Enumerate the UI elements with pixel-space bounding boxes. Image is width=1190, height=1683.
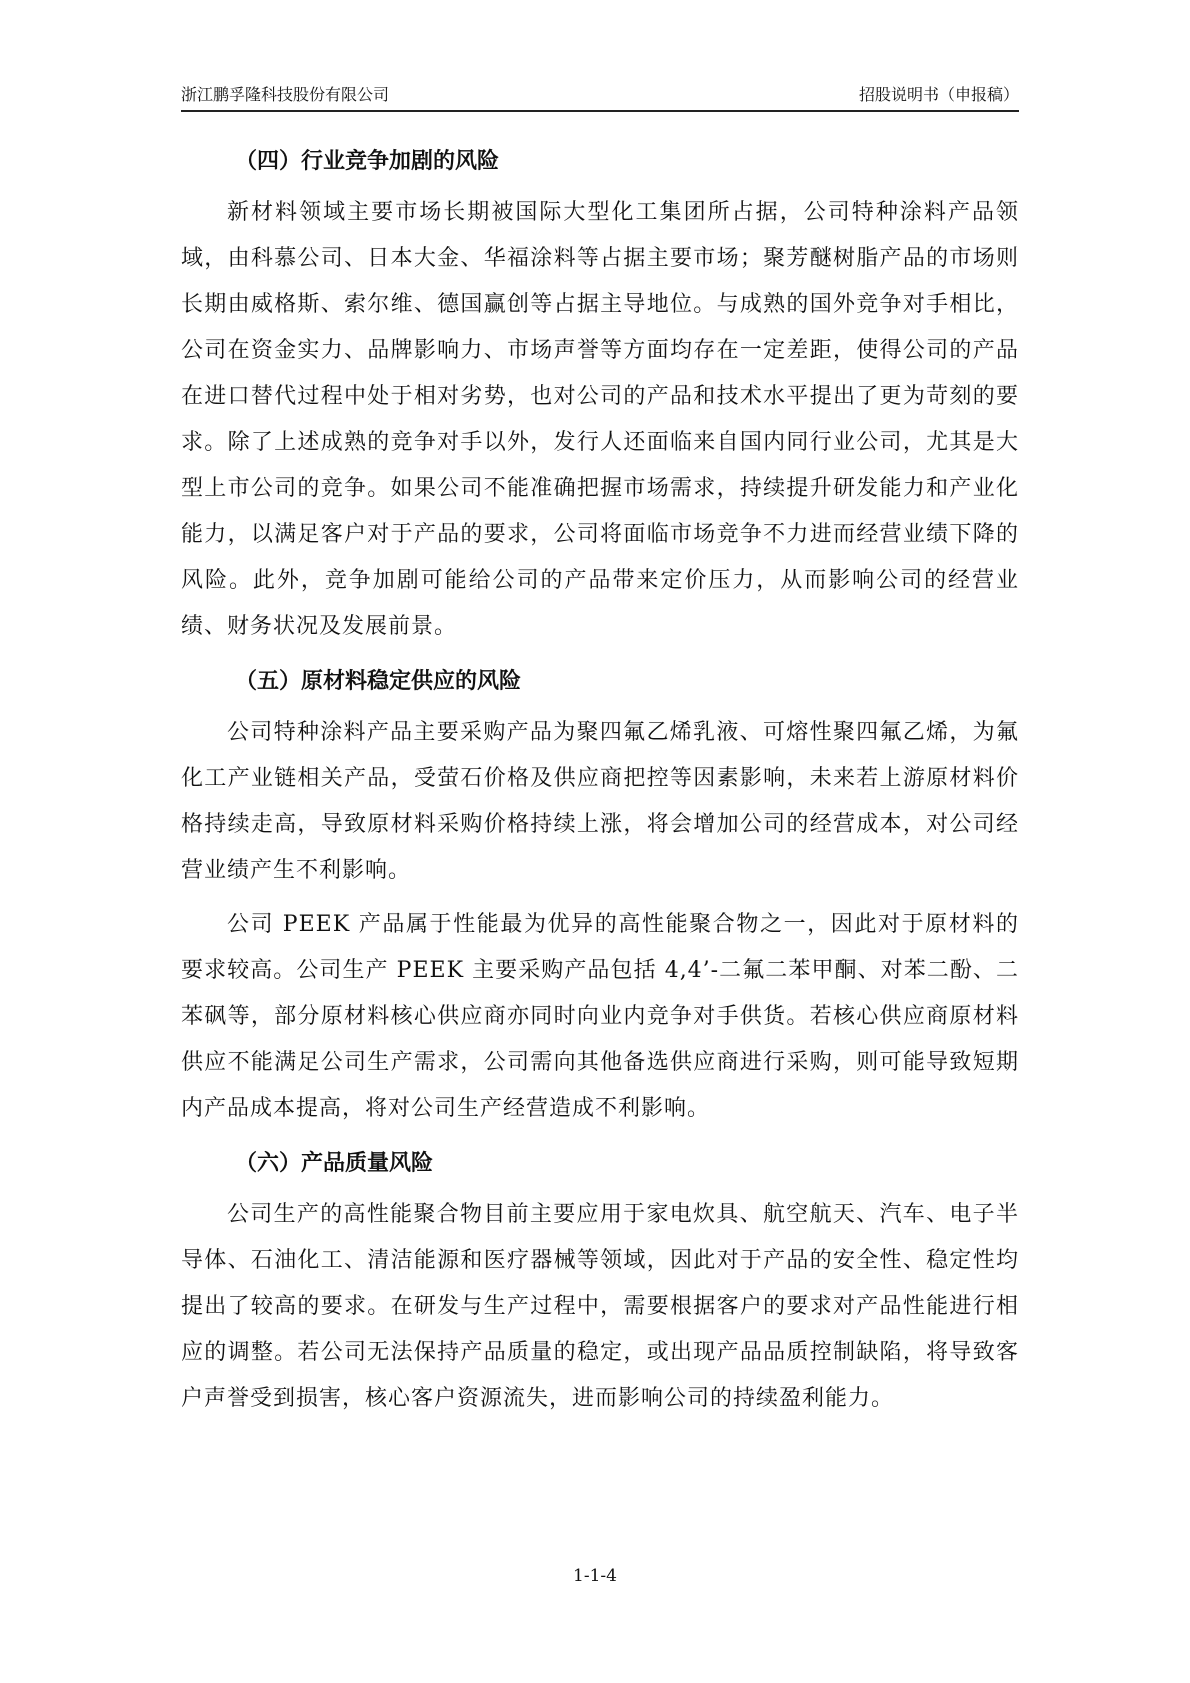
section-title-raw-material-risk: （五）原材料稳定供应的风险 [235,669,522,694]
paragraph-quality-risk: 公司生产的高性能聚合物目前主要应用于家电炊具、航空航天、汽车、电子半导体、石油化工、清洁能源和医疗器械等领域，因此对于产品的安全性、稳定性均提出了较高的要求。在研发与生产过程中，需要根据客户的要求对产品性能进行相应的调整。若公司无法保持产品质量的稳定，或出现产品品质控制缺陷，将导致客户声誉受到损害，核心客户资源流失，进而影响公司的持续盈利能力。 [181,1202,1019,1411]
document-body [181,138,1019,1430]
paragraph-raw-material-peek: 公司 PEEK 产品属于性能最为优异的高性能聚合物之一，因此对于原材料的要求较高。公司生产 PEEK 主要采购产品包括 4,4’-二氟二苯甲酮、对苯二酚、二苯砜等，部分原材料核心供应商亦同时向业内竞争对手供货。若核心供应商原材料供应不能满足公司生产需求，公司需向其他备选供应商进行采购，则可能导致短期内产品成本提高，将对公司生产经营造成不利影响。 [181,912,1019,1121]
paragraph-competition-risk: 新材料领域主要市场长期被国际大型化工集团所占据，公司特种涂料产品领域，由科慕公司、日本大金、华福涂料等占据主要市场；聚芳醚树脂产品的市场则长期由威格斯、索尔维、德国赢创等占据主导地位。与成熟的国外竞争对手相比，公司在资金实力、品牌影响力、市场声誉等方面均存在一定差距，使得公司的产品在进口替代过程中处于相对劣势，也对公司的产品和技术水平提出了更为苛刻的要求。除了上述成熟的竞争对手以外，发行人还面临来自国内同行业公司，尤其是大型上市公司的竞争。如果公司不能准确把握市场需求，持续提升研发能力和产业化能力，以满足客户对于产品的要求，公司将面临市场竞争不力进而经营业绩下降的风险。此外，竞争加剧可能给公司的产品带来定价压力，从而影响公司的经营业绩、财务状况及发展前景。 [181,200,1019,639]
page-number: 1-1-4 [573,1566,617,1586]
paragraph-raw-material-coating: 公司特种涂料产品主要采购产品为聚四氟乙烯乳液、可熔性聚四氟乙烯，为氟化工产业链相关产品，受萤石价格及供应商把控等因素影响，未来若上游原材料价格持续走高，导致原材料采购价格持续上涨，将会增加公司的经营成本，对公司经营业绩产生不利影响。 [181,720,1019,883]
header-document-type: 招股说明书（申报稿） [858,85,1019,104]
section-title-quality-risk: （六）产品质量风险 [235,1151,434,1176]
section-title-competition-risk: （四）行业竞争加剧的风险 [235,149,500,174]
header-company-name: 浙江鹏孚隆科技股份有限公司 [181,85,390,104]
page-header [181,80,1019,112]
